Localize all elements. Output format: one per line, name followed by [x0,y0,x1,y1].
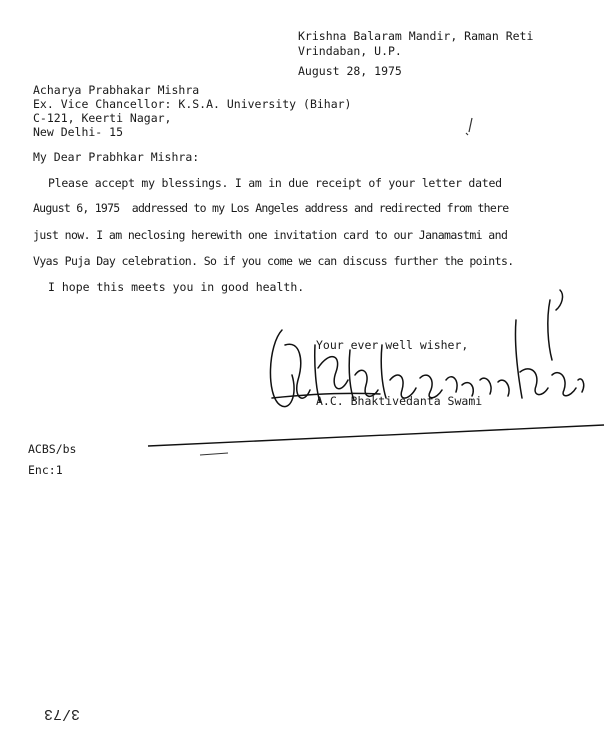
signature-rule [148,425,604,446]
enclosure-note: Enc:1 [28,463,63,477]
body-line-3: just now. I am neclosing herewith one invitation card to our Janamastmi and [33,228,508,242]
body-line-5: I hope this meets you in good health. [48,280,305,294]
body-line-2: August 6, 1975 addressed to my Los Angeles address and redirected from there [33,201,509,215]
signature-rule-tick [200,453,228,455]
page-mark-text: 3/73 [43,705,80,722]
salutation: My Dear Prabhkar Mishra: [33,150,200,164]
recipient-street: C-121, Keerti Nagar, [33,111,172,125]
page-mark [44,705,80,722]
recipient-name: Acharya Prabhakar Mishra [33,83,200,97]
reference-initials: ACBS/bs [28,442,77,456]
closing-text: Your ever well wisher, [316,338,469,352]
sender-address-line2: Vrindaban, U.P. [298,44,402,58]
letter-date: August 28, 1975 [298,64,402,78]
pen-mark-stroke [466,118,472,135]
typed-signatory-name: A.C. Bhaktivedanta Swami [316,394,483,408]
sender-address-line1: Krishna Balaram Mandir, Raman Reti [298,29,534,43]
recipient-city: New Delhi- 15 [33,125,124,139]
recipient-title: Ex. Vice Chancellor: K.S.A. University (Bihar) [33,97,352,111]
handwritten-signature [270,290,583,407]
body-line-4: Vyas Puja Day celebration. So if you come we can discuss further the points. [33,254,514,268]
body-line-1: Please accept my blessings. I am in due receipt of your letter dated [48,176,502,190]
